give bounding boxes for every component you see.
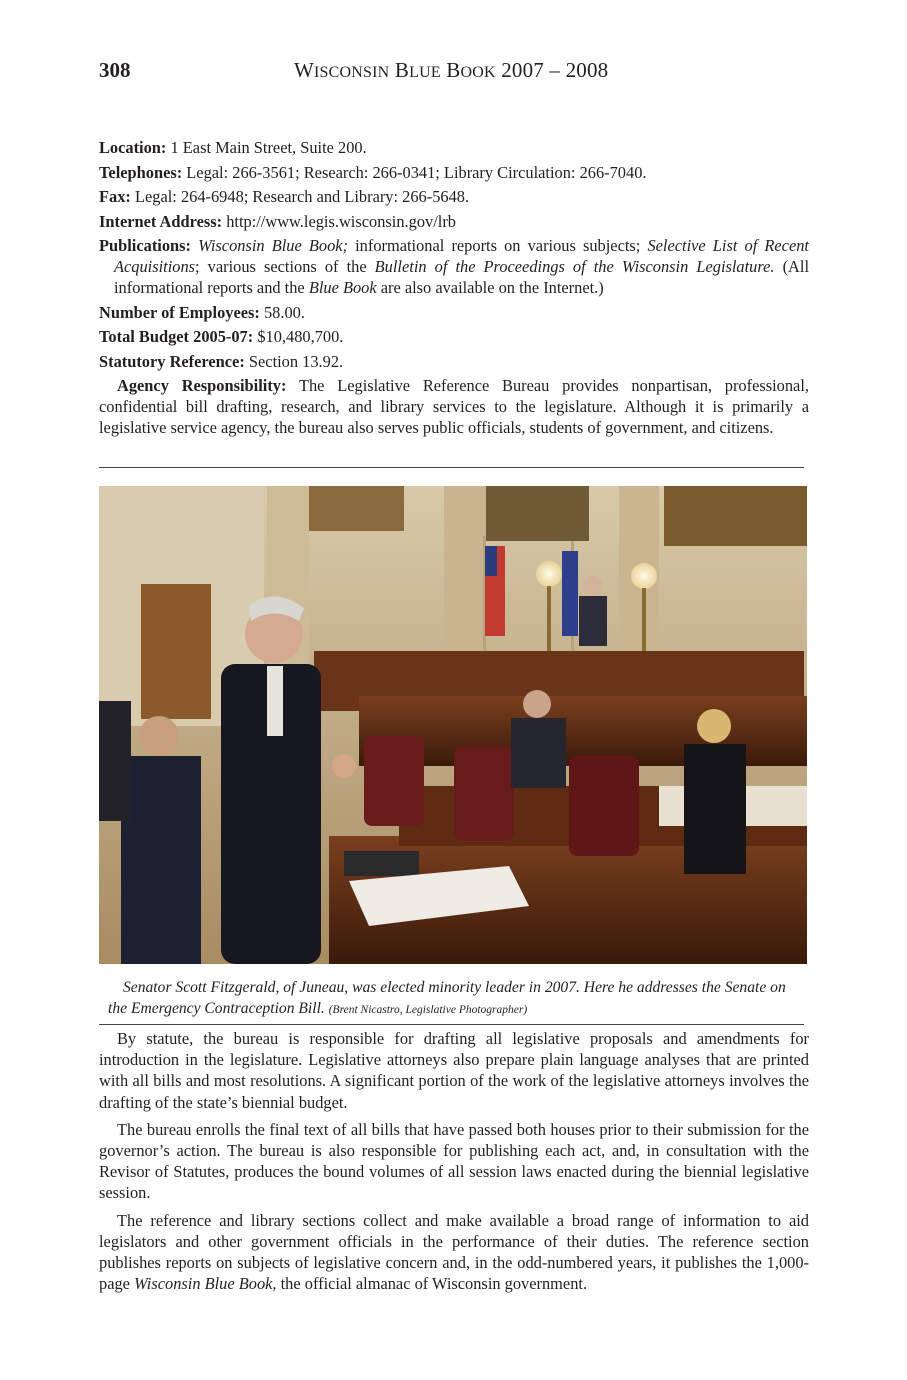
internet-url[interactable]: http://www.legis.wisconsin.gov/lrb bbox=[226, 211, 456, 231]
running-head-b2: B bbox=[446, 58, 461, 82]
publications-text-3: (All informational reports and the bbox=[114, 257, 809, 297]
body-paragraph-3 bbox=[99, 1210, 809, 1295]
body-paragraph-1: By statute, the bureau is responsible for drafting all legislative proposals and amendments for introduction in the legislature. Legislative attorneys also prepare plain language analyses that are printed with all bills and most resolutions. A significant portion of the work of the legislative attorneys involves the drafting of the state’s biennial budget. bbox=[99, 1029, 809, 1112]
statutory-line bbox=[99, 351, 809, 372]
location-value: 1 East Main Street, Suite 200. bbox=[170, 138, 367, 157]
running-head-w: W bbox=[294, 58, 315, 82]
fax-label: Fax: bbox=[99, 187, 131, 206]
publication-blue-book-2: Blue Book bbox=[308, 278, 377, 297]
agency-facts bbox=[99, 137, 809, 442]
divider-top bbox=[99, 467, 804, 468]
senate-chamber-photo bbox=[99, 486, 807, 964]
employees-line bbox=[99, 302, 809, 323]
telephones-line bbox=[99, 162, 809, 183]
body-paragraph-3-c: the official almanac of Wisconsin government. bbox=[276, 1274, 588, 1294]
body-paragraph-2: The bureau enrolls the final text of all bills that have passed both houses prior to their submission for the governor’s action. The bureau is also responsible for publishing each act, and, in consultation with the Revisor of Statutes, produces the bound volumes of all session laws enacted during the biennial legislative session. bbox=[99, 1119, 809, 1203]
publications-text-1: informational reports on various subjects; bbox=[348, 236, 648, 255]
publications-text-4: are also available on the Internet.) bbox=[376, 278, 604, 297]
responsibility-label: Agency Responsibility: bbox=[117, 376, 287, 395]
running-head-lue: LUE bbox=[409, 64, 441, 81]
divider-bottom bbox=[99, 1024, 804, 1025]
publications-line bbox=[99, 235, 809, 298]
statutory-label: Statutory Reference: bbox=[99, 351, 245, 371]
senate-chamber-illustration bbox=[99, 486, 807, 964]
running-head-b: B bbox=[394, 58, 410, 82]
internet-line bbox=[99, 211, 809, 232]
photo-caption bbox=[108, 977, 803, 1021]
location-line bbox=[99, 137, 809, 158]
budget-line bbox=[99, 326, 809, 347]
internet-label: Internet Address: bbox=[99, 211, 223, 231]
running-head-years: 2007 – 2008 bbox=[501, 58, 609, 82]
publications-label: Publications: bbox=[99, 236, 191, 255]
responsibility-text: The Legislative Reference Bureau provides nonpartisan, professional, confidential bill drafting, research, and library services to the legislature. Although it is primarily a legislative service agency, the bureau also serves public officials, students of government, and citizens. bbox=[99, 376, 809, 437]
employees-label: Number of Employees: bbox=[99, 302, 260, 322]
telephones-value: Legal: 266-3561; Research: 266-0341; Library Circulation: 266-7040. bbox=[186, 162, 647, 182]
budget-label: Total Budget 2005-07: bbox=[99, 327, 254, 346]
running-head-ook: OOK bbox=[460, 64, 496, 81]
body-text bbox=[99, 1028, 809, 1300]
body-paragraph-3-a: The reference and library sections collect and make available a broad range of information to aid legislators and other government officials in the performance of their duties. The reference section publishes reports on subjects of legislative concern and, in the odd-numbered years, it publishes the 1,000-page bbox=[99, 1210, 809, 1294]
telephones-label: Telephones: bbox=[99, 162, 183, 182]
publication-blue-book: Wisconsin Blue Book; bbox=[198, 236, 348, 255]
fax-value: Legal: 264-6948; Research and Library: 266-5648. bbox=[134, 187, 470, 206]
publications-text-2: ; various sections of the bbox=[195, 257, 375, 276]
responsibility-paragraph bbox=[99, 375, 809, 438]
employees-value: 58.00. bbox=[263, 302, 305, 322]
caption-credit: (Brent Nicastro, Legislative Photographer) bbox=[328, 1004, 528, 1016]
location-label: Location: bbox=[99, 138, 167, 157]
body-paragraph-3-title: Wisconsin Blue Book, bbox=[134, 1274, 277, 1294]
statutory-value: Section 13.92. bbox=[248, 351, 344, 371]
fax-line bbox=[99, 186, 809, 207]
running-head bbox=[294, 58, 608, 83]
running-head-isconsin: ISCONSIN bbox=[314, 64, 390, 81]
publication-selective-list: Selective List of Recent Acquisitions bbox=[114, 236, 809, 276]
page-number: 308 bbox=[99, 58, 131, 82]
caption-text: Senator Scott Fitzgerald, of Juneau, was elected minority leader in 2007. Here he addresses the Senate on the Emergency Contraception Bill. bbox=[108, 979, 786, 1017]
publication-bulletin: Bulletin of the Proceedings of the Wisconsin Legislature. bbox=[374, 257, 775, 276]
budget-value: $10,480,700. bbox=[257, 327, 344, 346]
